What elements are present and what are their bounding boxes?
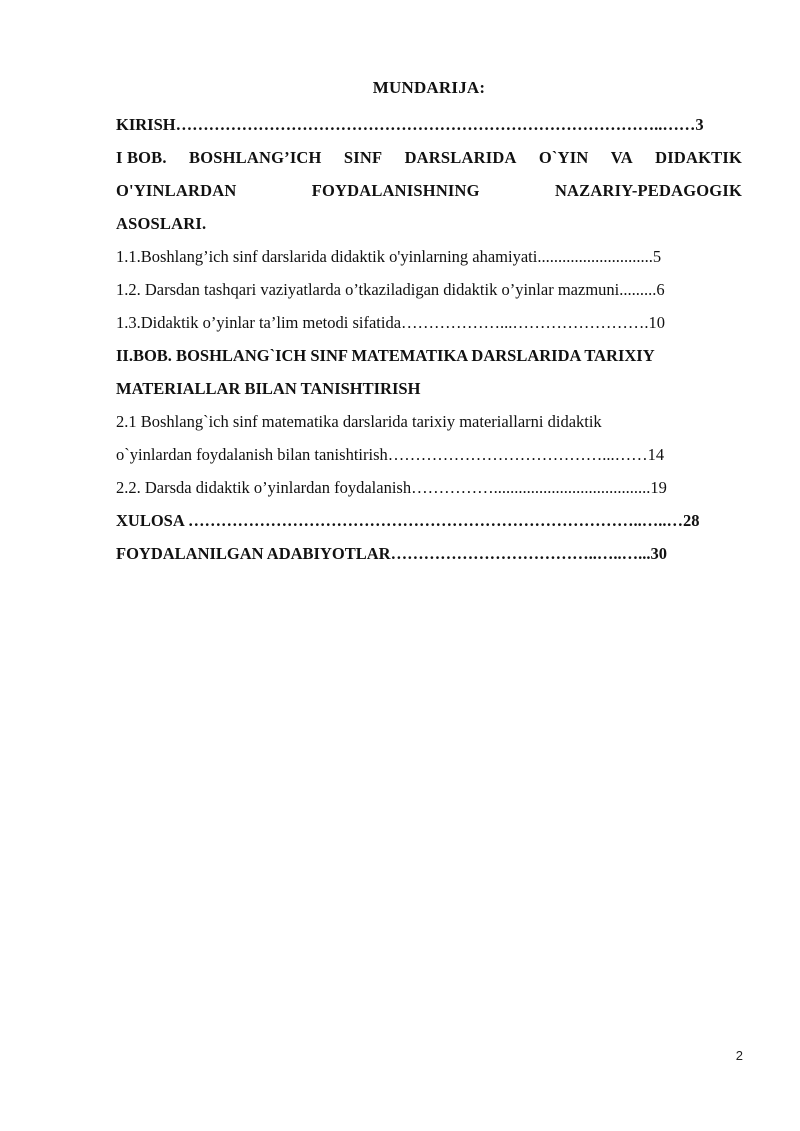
heading-word: I BOB. [116,148,167,167]
toc-entry-references: FOYDALANILGAN ADABIYOTLAR………………………………..…..…...30 [116,544,667,563]
heading-word: BOSHLANG’ICH [189,148,322,167]
heading-word: O'YINLARDAN [116,181,237,200]
page-number: 2 [735,1048,743,1063]
toc-entry-1-3: 1.3.Didaktik o’yinlar ta’lim metodi sifatida………………...…………………….10 [116,313,666,332]
toc-chapter-2-line-2: MATERIALLAR BILAN TANISHTIRISH [116,379,421,398]
heading-word: DARSLARIDA [404,148,517,167]
heading-word: VA [610,148,633,167]
toc-chapter-1-line-2 [116,174,742,207]
toc-chapter-2-heading [116,339,742,405]
heading-word: DIDAKTIK [655,148,742,167]
toc-entry-2-1-line-2: o`yinlardan foydalanish bilan tanishtirish…………………………………...……14 [116,445,665,464]
toc-entry-intro: KIRISH……………………………………………………………………………..……3 [116,115,704,134]
toc-entry-2-2: 2.2. Darsda didaktik o’yinlardan foydalanish……………......................................19 [116,478,667,497]
toc-chapter-1-line-3: ASOSLARI. [116,214,207,233]
toc-entry-1-2: 1.2. Darsdan tashqari vaziyatlarda o’tkaziladigan didaktik o’yinlar mazmuni.........6 [116,280,665,299]
toc-chapter-2-line-1: II.BOB. BOSHLANG`ICH SINF MATEMATIKA DARSLARIDA TARIXIY [116,346,655,365]
toc-chapter-1-line-1 [116,141,742,174]
heading-word: SINF [343,148,383,167]
heading-word: FOYDALANISHNING [311,181,480,200]
toc-entry-1-1: 1.1.Boshlang’ich sinf darslarida didaktik o'yinlarning ahamiyati............................5 [116,247,662,266]
heading-word: O`YIN [538,148,589,167]
toc-entry-conclusion: XULOSA ………………………………………………………………………..…..…28 [116,511,700,530]
toc-entry-2-1-line-1: 2.1 Boshlang`ich sinf matematika darslarida tarixiy materiallarni didaktik [116,412,602,431]
table-of-contents [116,76,742,570]
heading-word: NAZARIY-PEDAGOGIK [554,181,742,200]
toc-title: MUNDARIJA: [372,78,486,97]
toc-chapter-1-heading [116,141,742,240]
